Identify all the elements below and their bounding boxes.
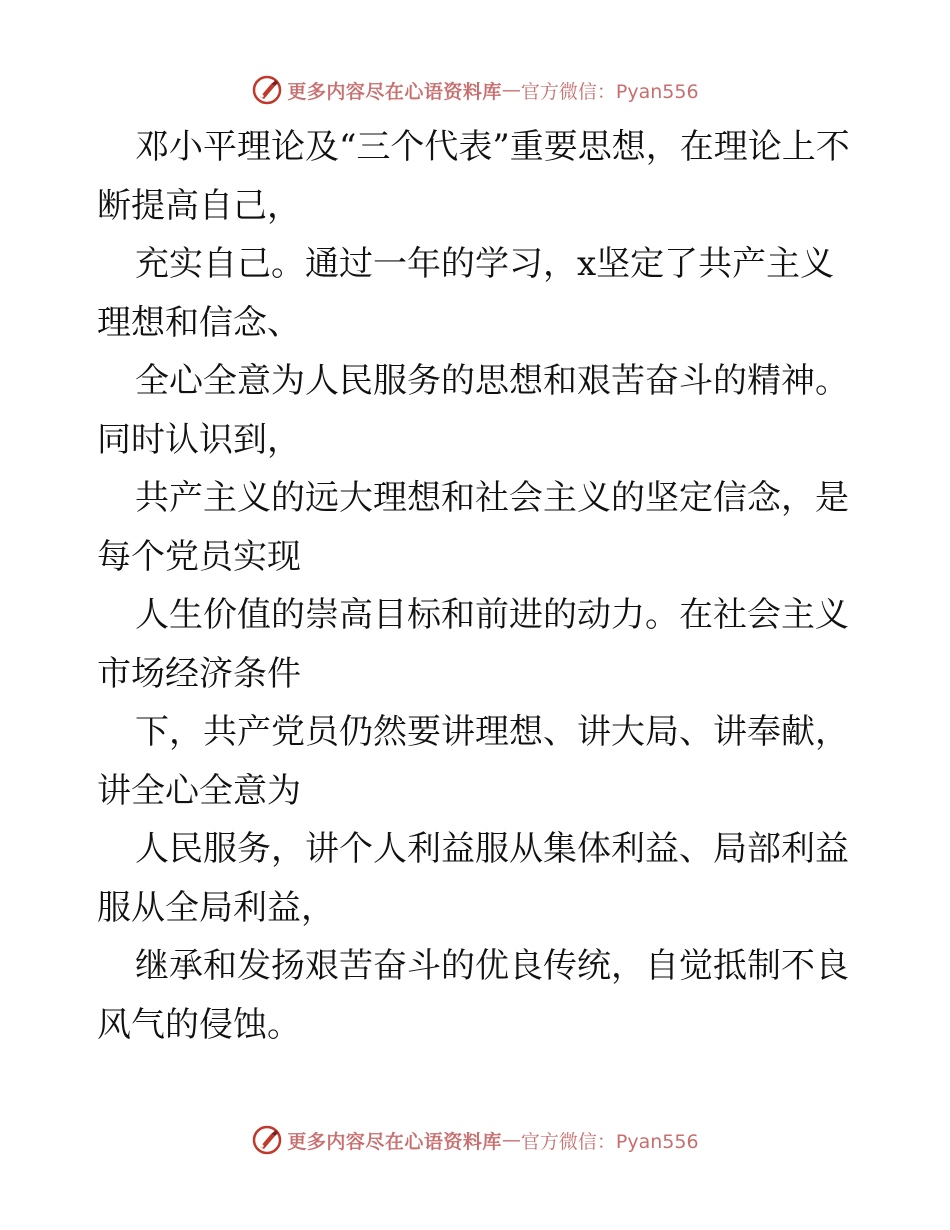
banner-dash: — <box>501 1129 521 1151</box>
paragraph-2: 充实自己。通过一年的学习，x坚定了共产主义理想和信念、 <box>97 244 835 343</box>
banner-dash: — <box>501 79 521 101</box>
paragraph-1: 邓小平理论及“三个代表”重要思想，在理论上不断提高自己， <box>97 127 850 226</box>
banner-main-text: 更多内容尽在心语资料库 <box>287 1130 502 1153</box>
pen-nib-circle-icon <box>251 1124 283 1156</box>
paragraph-7: 人民服务，讲个人利益服从集体利益、局部利益服从全局利益， <box>97 829 849 928</box>
banner-sub-text: 官方微信：Pyan556 <box>520 80 699 103</box>
pen-nib-circle-icon <box>251 74 283 106</box>
header-watermark-banner <box>0 72 950 108</box>
footer-watermark-banner <box>0 1122 950 1158</box>
paragraph-3: 全心全意为人民服务的思想和艰苦奋斗的精神。同时认识到， <box>97 361 849 460</box>
paragraph-6: 下，共产党员仍然要讲理想、讲大局、讲奉献，讲全心全意为 <box>97 712 849 811</box>
banner-sub-text: 官方微信：Pyan556 <box>520 1130 699 1153</box>
document-body <box>97 118 857 1054</box>
banner-main-text: 更多内容尽在心语资料库 <box>287 80 502 103</box>
paragraph-5: 人生价值的崇高目标和前进的动力。在社会主义市场经济条件 <box>97 595 849 694</box>
paragraph-8: 继承和发扬艰苦奋斗的优良传统，自觉抵制不良风气的侵蚀。 <box>97 946 849 1045</box>
paragraph-4: 共产主义的远大理想和社会主义的坚定信念，是每个党员实现 <box>97 478 849 577</box>
